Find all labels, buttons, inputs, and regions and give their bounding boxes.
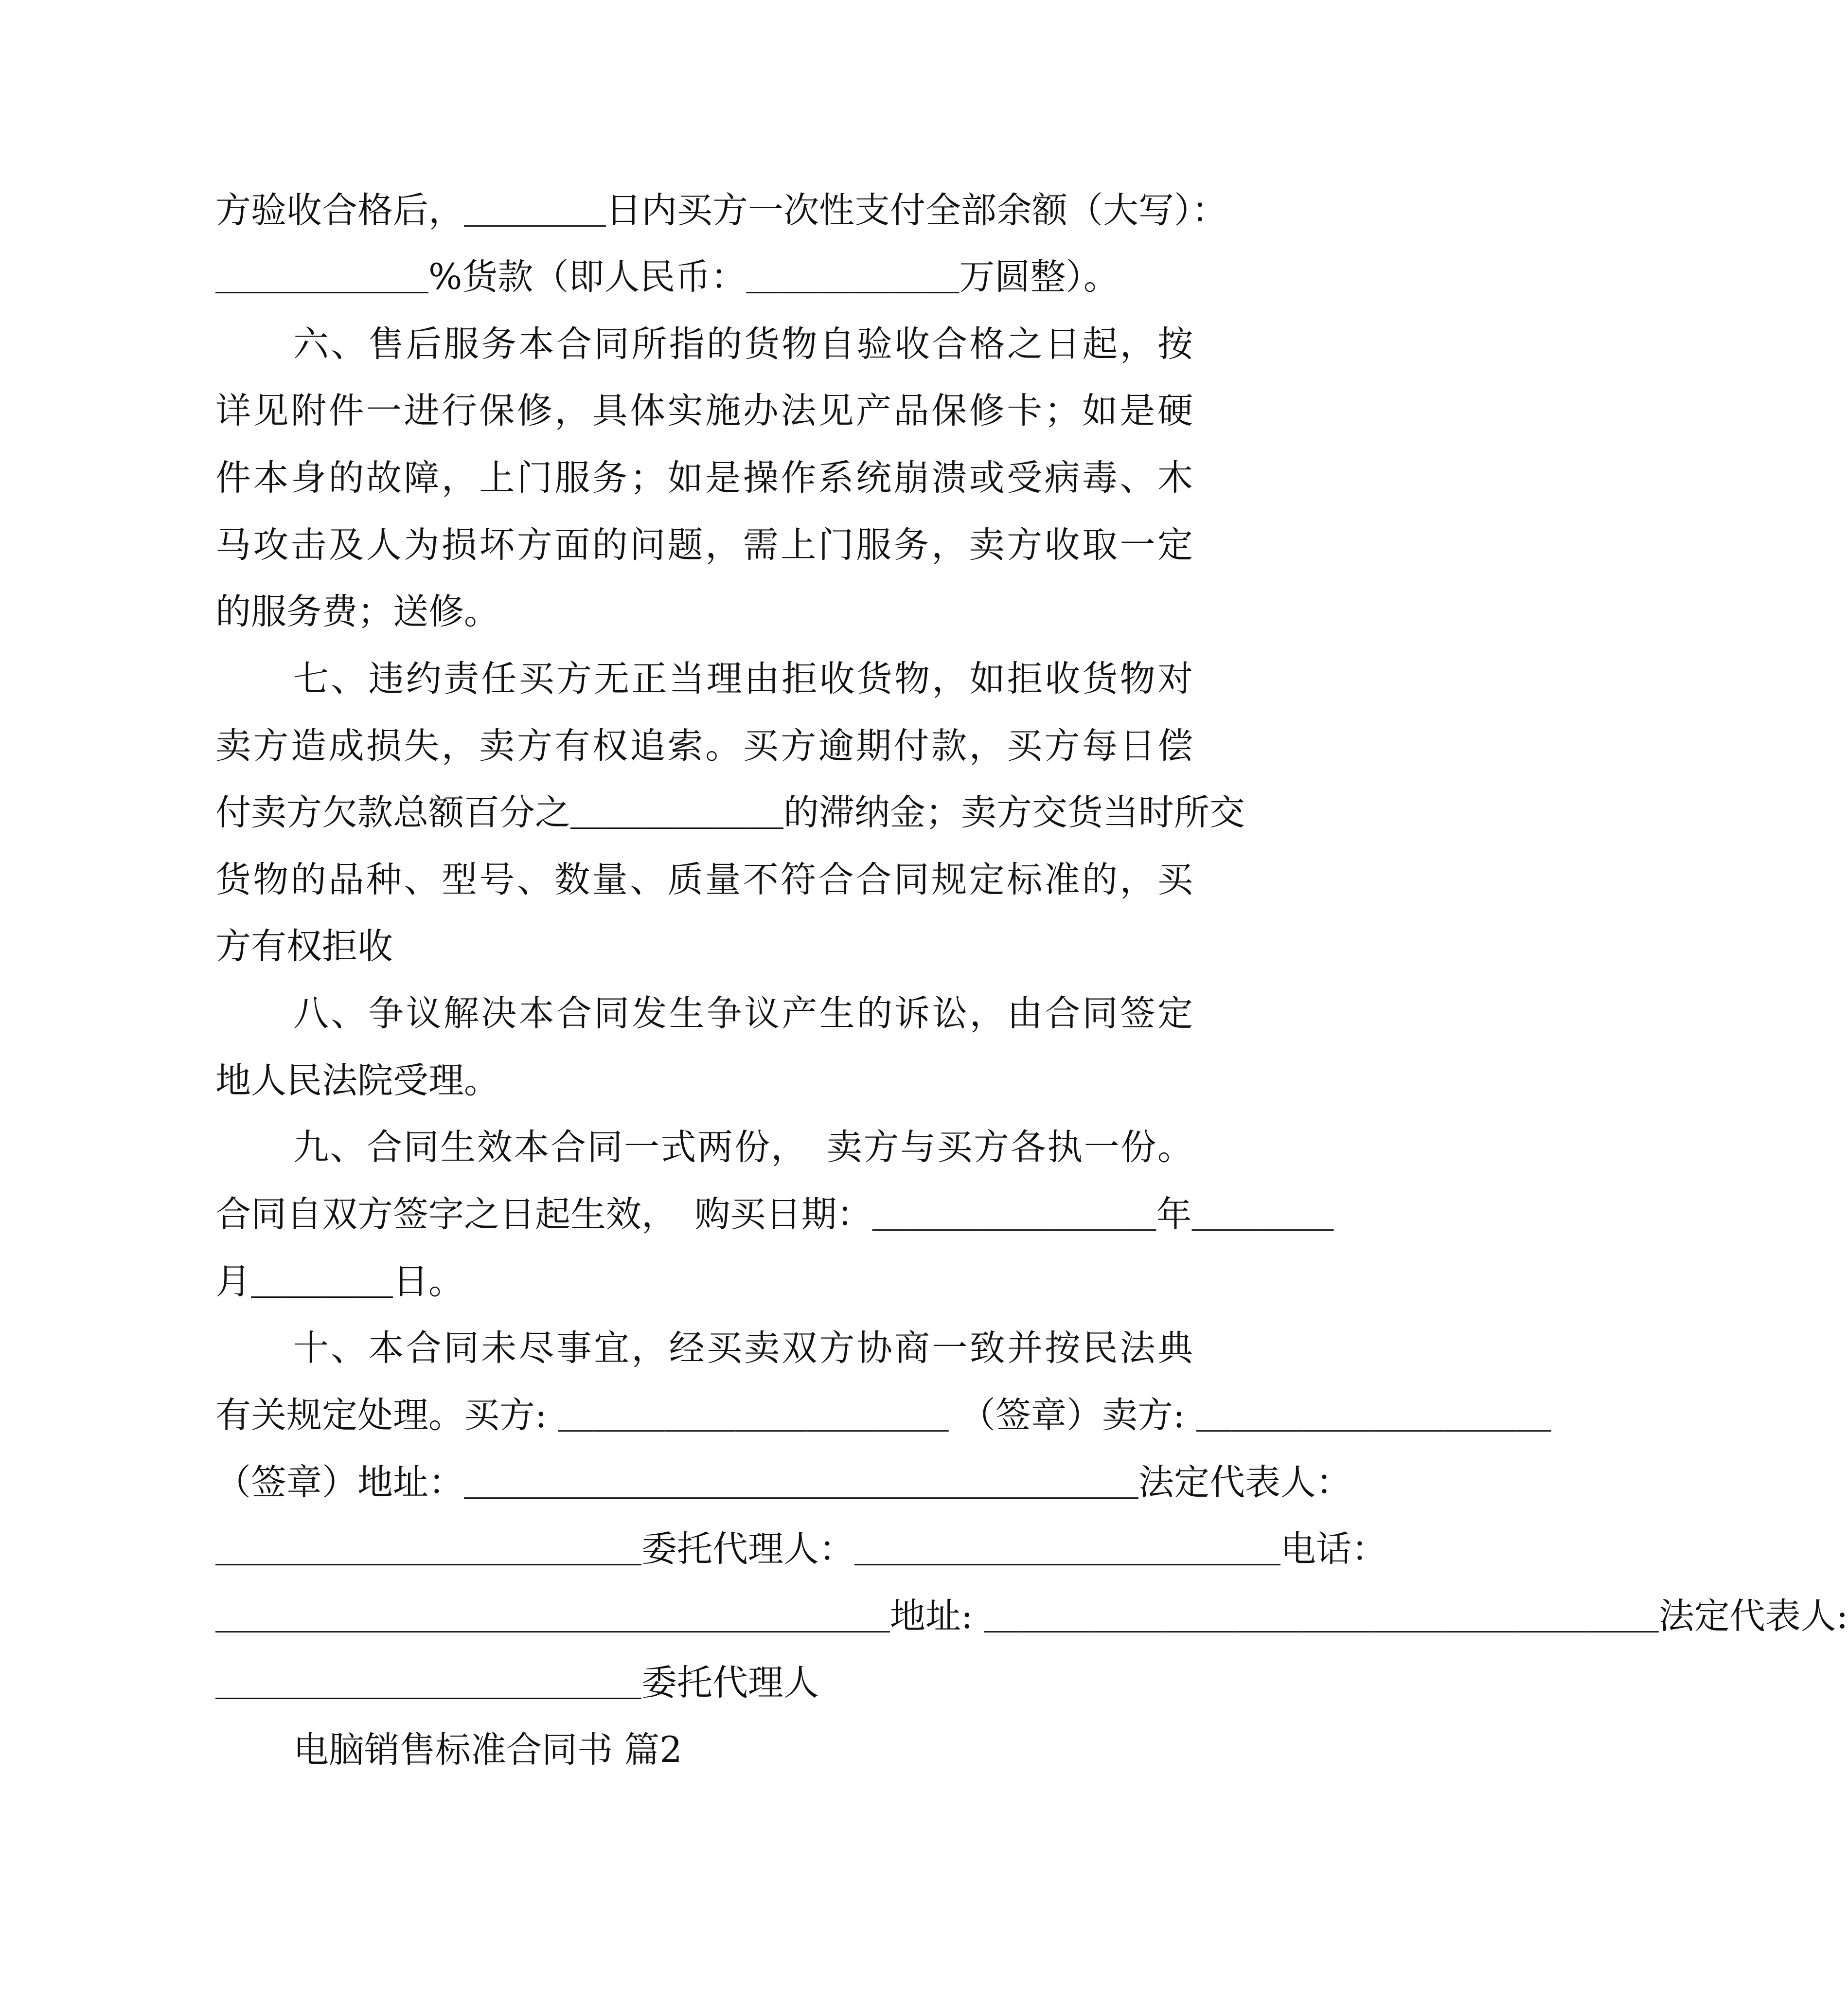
line-06: 马攻击及人为损坏方面的问题，需上门服务，卖方收取一定: [215, 524, 1193, 566]
line-05: 件本身的故障，上门服务；如是操作系统崩溃或受病毒、木: [215, 457, 1193, 499]
section-heading: 电脑销售标准合同书 篇2: [293, 1729, 682, 1771]
line-12: 方有权拒收: [215, 926, 393, 967]
line-03: 六、售后服务本合同所指的货物自验收合格之日起，按: [293, 323, 1193, 365]
line-21: ＿＿＿＿＿＿＿＿＿＿＿＿委托代理人：＿＿＿＿＿＿＿＿＿＿＿＿电话：: [215, 1528, 1387, 1570]
line-15: 九、合同生效本合同一式两份， 卖方与买方各执一份。: [293, 1127, 1193, 1168]
line-23: ＿＿＿＿＿＿＿＿＿＿＿＿委托代理人: [215, 1662, 819, 1704]
line-20: （签章）地址：＿＿＿＿＿＿＿＿＿＿＿＿＿＿＿＿＿＿＿法定代表人：: [215, 1462, 1351, 1503]
line-08: 七、违约责任买方无正当理由拒收货物，如拒收货物对: [293, 658, 1193, 700]
line-13: 八、争议解决本合同发生争议产生的诉讼，由合同签定: [293, 993, 1193, 1034]
line-19: 有关规定处理。买方: ＿＿＿＿＿＿＿＿＿＿＿ （签章）卖方: ＿＿＿＿＿＿＿＿＿＿: [215, 1395, 1551, 1436]
line-16: 合同自双方签字之日起生效， 购买日期：＿＿＿＿＿＿＿＿年＿＿＿＿: [215, 1194, 1334, 1235]
line-18: 十、本合同未尽事宜，经买卖双方协商一致并按民法典: [293, 1327, 1193, 1369]
line-10: 付卖方欠款总额百分之＿＿＿＿＿＿的滞纳金；卖方交货当时所交: [215, 792, 1245, 833]
line-02: ＿＿＿＿＿＿%货款（即人民币：＿＿＿＿＿＿万圆整）。: [215, 256, 1119, 298]
line-22: ＿＿＿＿＿＿＿＿＿＿＿＿＿＿＿＿＿＿＿地址: ＿＿＿＿＿＿＿＿＿＿＿＿＿＿＿＿＿＿＿法定代表人:: [215, 1596, 1848, 1637]
line-04: 详见附件一进行保修，具体实施办法见产品保修卡；如是硬: [215, 390, 1193, 431]
line-07: 的服务费；送修。: [215, 591, 499, 632]
line-11: 货物的品种、型号、数量、质量不符合合同规定标准的，买: [215, 859, 1193, 900]
line-17: 月＿＿＿＿日。: [215, 1261, 464, 1302]
line-01: 方验收合格后，＿＿＿＿日内买方一次性支付全部余额（大写）：: [215, 190, 1227, 231]
line-09: 卖方造成损失，卖方有权追索。买方逾期付款，买方每日偿: [215, 725, 1193, 767]
line-14: 地人民法院受理。: [215, 1060, 499, 1101]
